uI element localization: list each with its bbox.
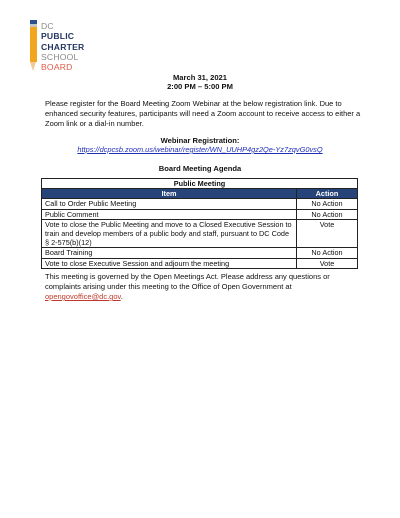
dc-pcsb-logo	[30, 20, 110, 74]
footer-paragraph	[45, 272, 363, 302]
agenda-table	[41, 178, 358, 269]
table-row	[42, 258, 358, 268]
agenda-item: Public Comment	[42, 209, 297, 219]
meeting-date: March 31, 2021	[172, 73, 228, 82]
registration-label: Webinar Registration:	[160, 136, 240, 145]
agenda-item: Vote to close the Public Meeting and move to a Closed Executive Session to train and develop members of a public body and staff, pursuant to DC Code § 2-575(b)(12)	[42, 219, 297, 248]
table-row	[42, 209, 358, 219]
table-row	[42, 199, 358, 209]
logo-line-school: SCHOOL	[41, 51, 79, 62]
footer-text: This meeting is governed by the Open Meetings Act. Please address any questions or complaints arising under this meeting to the Office of Open Government at	[45, 272, 330, 291]
registration-link[interactable]: https://dcpcsb.zoom.us/webinar/register/WN_UUHP4gz2Qe-Yz7zqvG0vsQ	[77, 145, 323, 154]
email-link[interactable]: opengovoffice@dc.gov	[45, 292, 121, 301]
intro-paragraph: Please register for the Board Meeting Zoom Webinar at the below registration link. Due to enhanced security features, participants will need a Zoom account to receive access to either a Zoom link or a dial-in number.	[45, 99, 361, 128]
table-title: Public Meeting	[42, 179, 358, 189]
logo-line-dc: DC	[41, 21, 54, 31]
agenda-action: Vote	[297, 258, 358, 268]
agenda-action: Vote	[297, 219, 358, 248]
agenda-action: No Action	[297, 209, 358, 219]
table-row	[42, 248, 358, 258]
footer-end: .	[120, 292, 123, 301]
agenda-item: Vote to close Executive Session and adjourn the meeting	[42, 258, 297, 268]
column-header-action: Action	[297, 189, 358, 199]
logo-wordmark	[41, 21, 84, 72]
table-row	[42, 219, 358, 248]
column-header-item: Item	[42, 189, 297, 199]
agenda-item: Board Training	[42, 248, 297, 258]
agenda-action: No Action	[297, 248, 358, 258]
agenda-title: Board Meeting Agenda	[158, 164, 242, 173]
logo-line-charter: CHARTER	[41, 41, 85, 52]
agenda-action: No Action	[297, 199, 358, 209]
agenda-item: Call to Order Public Meeting	[42, 199, 297, 209]
logo-line-board: BOARD	[41, 62, 73, 73]
logo-line-public: PUBLIC	[41, 31, 75, 42]
pencil-icon	[30, 20, 37, 72]
meeting-time: 2:00 PM – 5:00 PM	[167, 82, 233, 91]
